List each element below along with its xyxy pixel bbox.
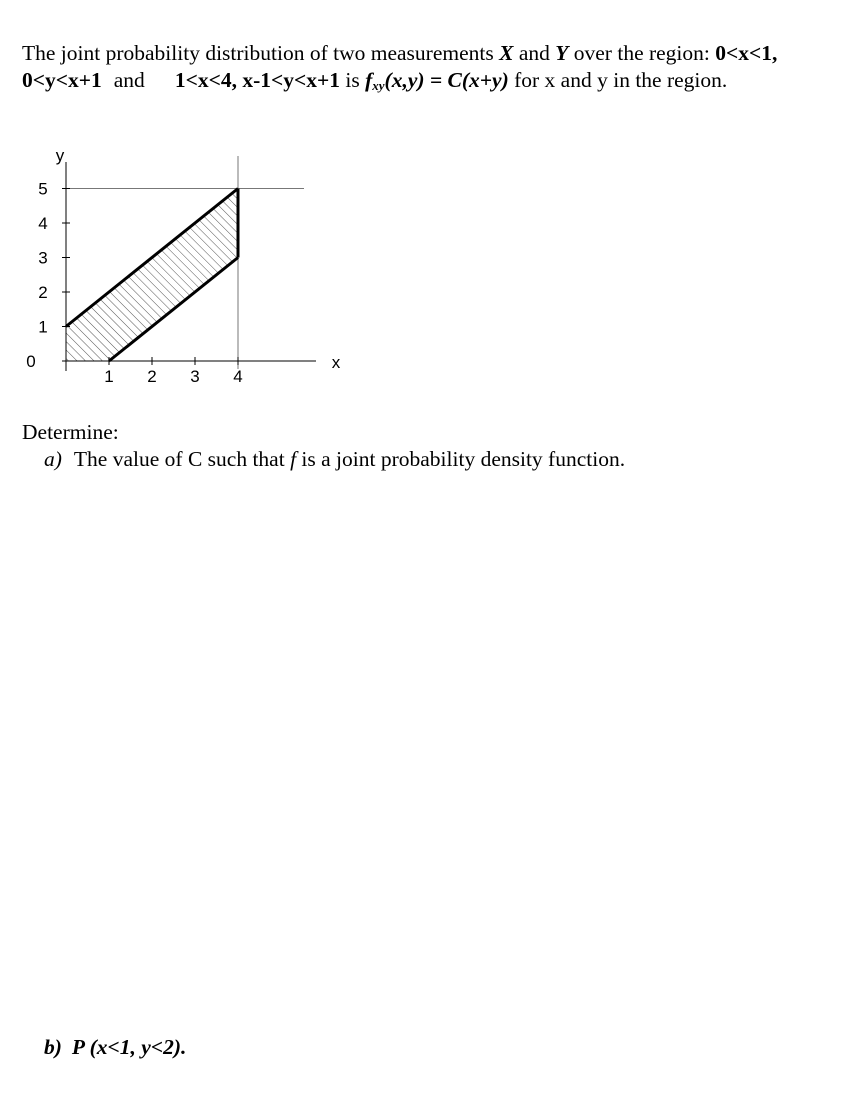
- plot-layer: [26, 146, 340, 386]
- variable-x: X: [499, 41, 514, 65]
- f-symbol: f: [365, 68, 373, 92]
- y-tick-label: 3: [38, 248, 48, 268]
- f-arguments: (x,y) = C(x+y): [384, 68, 509, 92]
- part-a-f-symbol: f: [290, 447, 297, 471]
- part-a-text: The value of C such that: [73, 447, 291, 471]
- determine-label: Determine:: [22, 420, 119, 444]
- intro-text: The joint probability distribution of two measurements: [22, 41, 500, 65]
- x-tick-label: 2: [147, 367, 157, 386]
- and-between-text: and: [113, 68, 145, 92]
- tail-text: for x and y in the region.: [508, 68, 728, 92]
- y-tick-label: 5: [38, 179, 48, 199]
- x-axis-label: x: [331, 353, 341, 372]
- part-b-marker: b): [44, 1035, 62, 1059]
- origin-label: 0: [26, 352, 36, 371]
- x-tick-label: 4: [233, 367, 243, 386]
- y-tick-label: 4: [38, 214, 48, 233]
- f-subscript: xy: [372, 78, 385, 93]
- region-figure: [0, 140, 360, 400]
- shaded-region: [66, 189, 238, 362]
- region1-y-condition: 0<y<x+1: [22, 68, 102, 92]
- region-plot: [0, 140, 360, 400]
- problem-statement: [22, 40, 857, 99]
- and-text: and: [513, 41, 556, 65]
- part-a-text-after: is a joint probability density function.: [296, 447, 626, 471]
- problem-line-2: [22, 67, 857, 99]
- part-b-text: P (x<1, y<2).: [71, 1035, 187, 1059]
- region1-x-condition: 0<x<1,: [715, 41, 778, 65]
- over-region-text: over the region:: [568, 41, 716, 65]
- variable-y: Y: [555, 41, 569, 65]
- x-tick-label: 3: [190, 367, 200, 386]
- is-text: is: [339, 68, 366, 92]
- y-tick-label: 1: [38, 317, 48, 337]
- region2-condition: 1<x<4, x-1<y<x+1: [174, 68, 340, 92]
- y-tick-label: 2: [38, 283, 48, 302]
- part-a-marker: a): [44, 447, 62, 471]
- part-a: [44, 446, 625, 473]
- problem-line-1: [22, 40, 857, 67]
- pdf-expression: [365, 68, 509, 92]
- y-axis-label: y: [55, 146, 65, 165]
- part-b: [44, 1034, 186, 1061]
- x-tick-label: 1: [104, 367, 114, 386]
